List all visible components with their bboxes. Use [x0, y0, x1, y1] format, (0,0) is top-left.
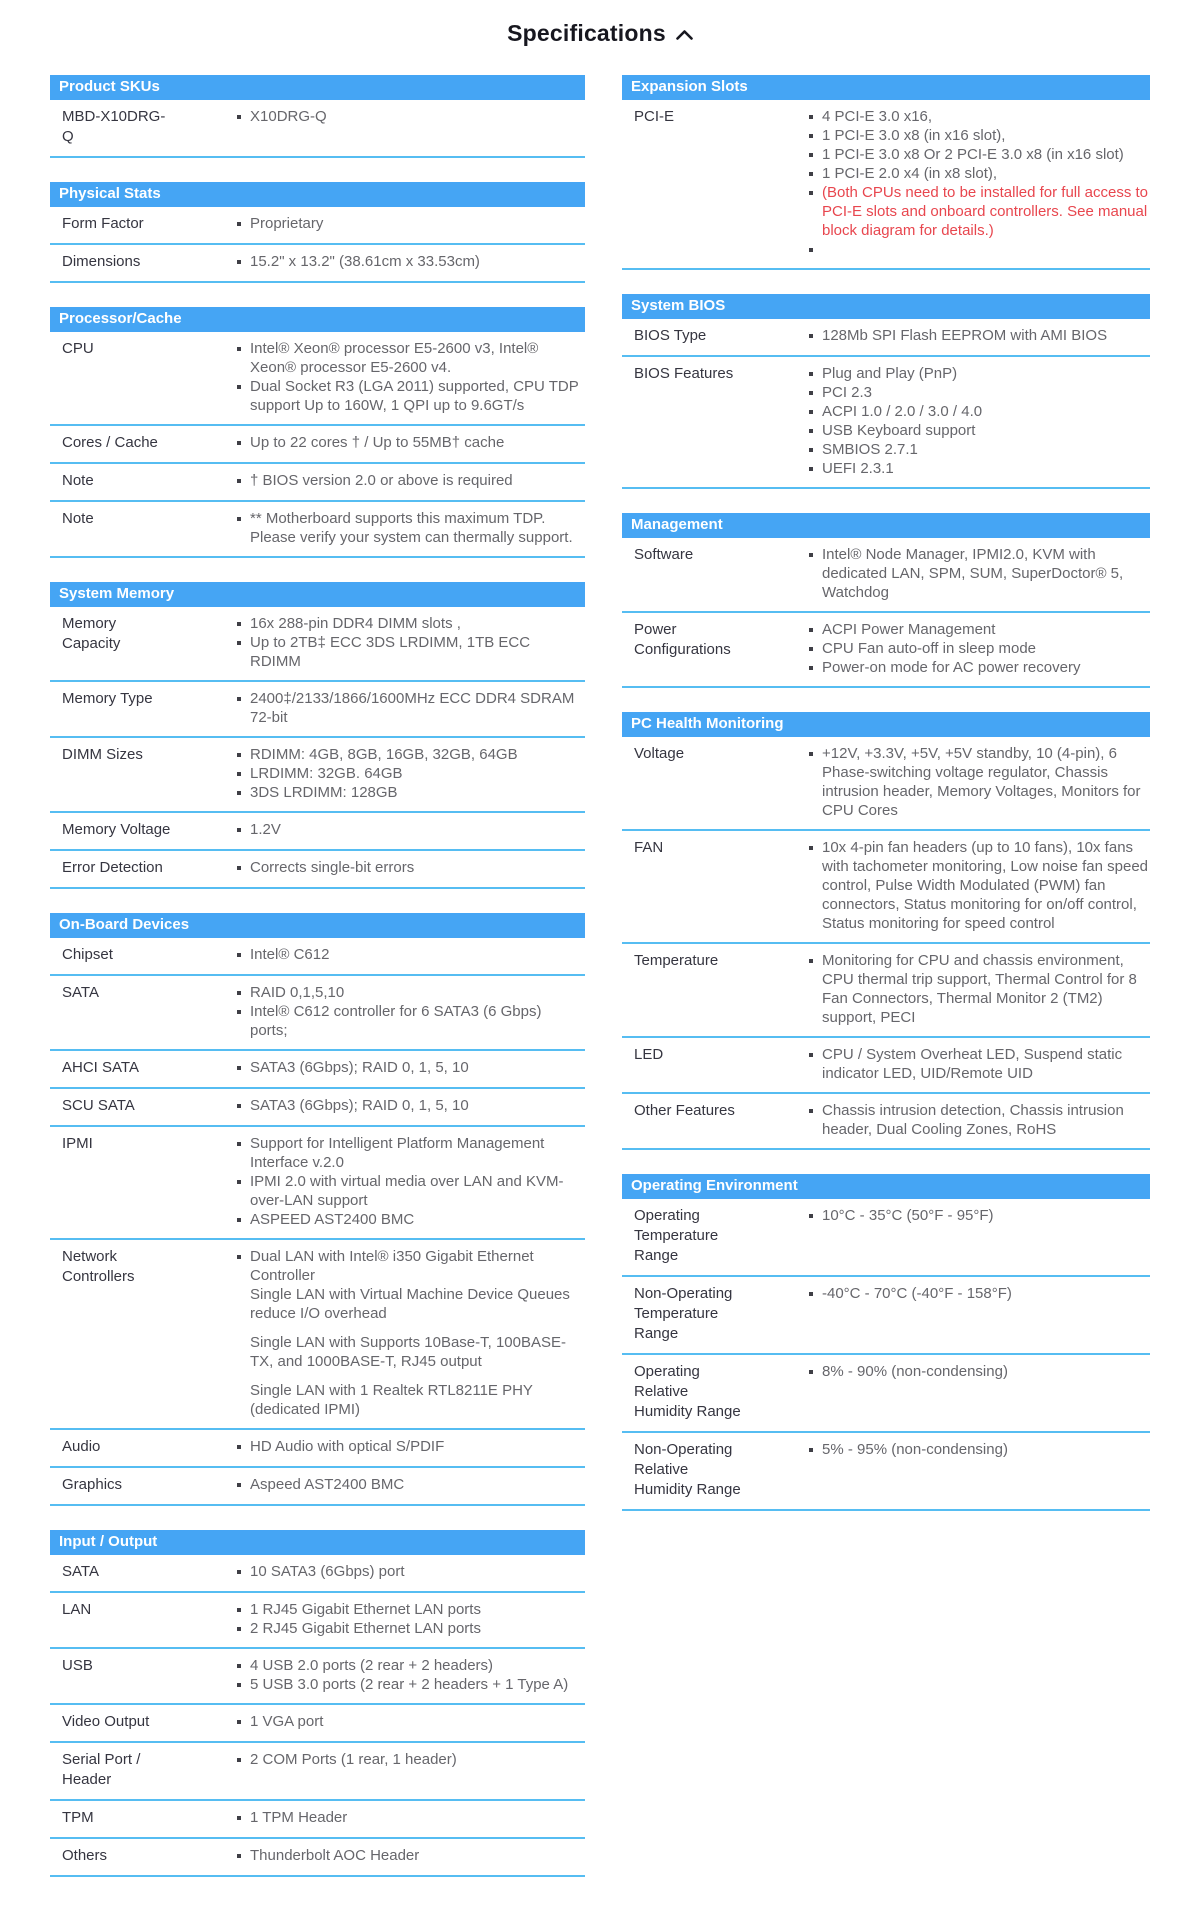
section-operating-environment [622, 1174, 1150, 1511]
spec-item: 1.2V [233, 820, 583, 839]
spec-values [233, 614, 585, 671]
section-on-board-devices [50, 913, 585, 1506]
spec-item: CPU Fan auto-off in sleep mode [805, 639, 1148, 658]
spec-item: Support for Intelligent Platform Management Interface v.2.0 [233, 1134, 583, 1172]
section-table-processor-cache [50, 332, 585, 558]
spec-label: SATA [62, 1563, 99, 1580]
spec-values [233, 1808, 585, 1828]
spec-values [805, 744, 1150, 820]
spec-row-others [50, 1839, 585, 1877]
spec-item: 5 USB 3.0 ports (2 rear + 2 headers + 1 Type A) [233, 1675, 583, 1694]
section-header-product-skus: Product SKUs [50, 75, 585, 100]
spec-item: USB Keyboard support [805, 421, 1148, 440]
spec-values [233, 1096, 585, 1116]
section-table-system-memory [50, 607, 585, 889]
section-header-processor-cache: Processor/Cache [50, 307, 585, 332]
section-header-system-bios: System BIOS [622, 294, 1150, 319]
spec-item: SMBIOS 2.7.1 [805, 440, 1148, 459]
spec-row-memory-type [50, 682, 585, 738]
spec-row-mbd-x10drg-q [50, 100, 585, 158]
page-title [507, 20, 693, 47]
spec-row-voltage [622, 737, 1150, 831]
spec-item: LRDIMM: 32GB. 64GB [233, 764, 583, 783]
page-title-text: Specifications [507, 20, 666, 46]
spec-item: 10°C - 35°C (50°F - 95°F) [805, 1206, 1148, 1225]
spec-item: 5% - 95% (non-condensing) [805, 1440, 1148, 1459]
spec-label: FAN [634, 839, 664, 856]
spec-row-graphics [50, 1468, 585, 1506]
spec-values [233, 107, 585, 147]
spec-row-temperature [622, 944, 1150, 1038]
spec-label: Serial Port / Header [62, 1751, 141, 1788]
spec-label: TPM [62, 1809, 94, 1826]
spec-label: Non-Operating Relative Humidity Range [634, 1441, 741, 1498]
spec-item: 4 PCI-E 3.0 x16, [805, 107, 1148, 126]
spec-row-memory-capacity [50, 607, 585, 682]
spec-label: Graphics [62, 1476, 123, 1493]
section-header-management: Management [622, 513, 1150, 538]
spec-label: Non-Operating Temperature Range [634, 1285, 733, 1342]
spec-item: Monitoring for CPU and chassis environment, CPU thermal trip support, Thermal Control for 8 Fan Connectors, Thermal Monitor 2 (TM2) support, PECI [805, 951, 1148, 1027]
spec-label: Cores / Cache [62, 434, 158, 451]
section-table-pc-health-monitoring [622, 737, 1150, 1150]
spec-item: ** Motherboard supports this maximum TDP. Please verify your system can thermally support. [233, 509, 583, 547]
spec-values [233, 1846, 585, 1866]
spec-label: Voltage [634, 745, 685, 762]
spec-values [233, 1562, 585, 1582]
spec-item: Single LAN with Virtual Machine Device Queues reduce I/O overhead [250, 1286, 570, 1322]
left-column [50, 75, 585, 1901]
spec-label: Chipset [62, 946, 113, 963]
spec-row-memory-voltage [50, 813, 585, 851]
section-table-expansion-slots [622, 100, 1150, 270]
spec-values [233, 1600, 585, 1638]
spec-values [805, 1440, 1150, 1500]
spec-label: AHCI SATA [62, 1059, 139, 1076]
spec-values [805, 1284, 1150, 1344]
spec-row-error-detection [50, 851, 585, 889]
spec-row-video-output [50, 1705, 585, 1743]
spec-row-ipmi [50, 1127, 585, 1240]
spec-values [233, 471, 585, 491]
spec-item: 1 TPM Header [233, 1808, 583, 1827]
spec-values [233, 983, 585, 1040]
spec-item: +12V, +3.3V, +5V, +5V standby, 10 (4-pin), 6 Phase-switching voltage regulator, Chassis intrusion header, Memory Voltages, Monitors for CPU Cores [805, 744, 1148, 820]
spec-label: SATA [62, 984, 99, 1001]
spec-item: 4 USB 2.0 ports (2 rear + 2 headers) [233, 1656, 583, 1675]
spec-label: Others [62, 1847, 108, 1864]
spec-values [805, 620, 1150, 677]
spec-row-usb [50, 1649, 585, 1705]
spec-label: BIOS Type [634, 327, 707, 344]
spec-item: 1 PCI-E 3.0 x8 Or 2 PCI-E 3.0 x8 (in x16 slot) [805, 145, 1148, 164]
spec-item: X10DRG-Q [233, 107, 583, 126]
spec-row-fan [622, 831, 1150, 944]
spec-label: Operating Relative Humidity Range [634, 1363, 741, 1420]
spec-row-scu-sata [50, 1089, 585, 1127]
spec-item: RDIMM: 4GB, 8GB, 16GB, 32GB, 64GB [233, 745, 583, 764]
spec-item: 10x 4-pin fan headers (up to 10 fans), 10x fans with tachometer monitoring, Low noise fan speed control, Pulse Width Modulated (PWM) fan connectors, Status monitoring for on/off control, Status monitoring for speed control [805, 838, 1148, 933]
section-processor-cache [50, 307, 585, 558]
spec-item: PCI 2.3 [805, 383, 1148, 402]
spec-columns [50, 75, 1150, 1901]
section-system-bios [622, 294, 1150, 489]
spec-row-bios-features [622, 357, 1150, 489]
spec-values [233, 339, 585, 415]
spec-label: Video Output [62, 1713, 150, 1730]
spec-row-dimensions [50, 245, 585, 283]
spec-row-operating-relative-humidity-range [622, 1355, 1150, 1433]
section-input-output [50, 1530, 585, 1877]
spec-row-serial-port-header [50, 1743, 585, 1801]
spec-item: 16x 288-pin DDR4 DIMM slots , [233, 614, 583, 633]
spec-item: ACPI 1.0 / 2.0 / 3.0 / 4.0 [805, 402, 1148, 421]
spec-item: UEFI 2.3.1 [805, 459, 1148, 478]
spec-values [233, 689, 585, 727]
spec-row-non-operating-relative-humidity-range [622, 1433, 1150, 1511]
spec-label: USB [62, 1657, 93, 1674]
spec-row-led [622, 1038, 1150, 1094]
spec-label: BIOS Features [634, 365, 734, 382]
section-table-product-skus [50, 100, 585, 158]
spec-values [233, 1750, 585, 1790]
spec-values [233, 252, 585, 272]
spec-item: CPU / System Overheat LED, Suspend static indicator LED, UID/Remote UID [805, 1045, 1148, 1083]
spec-values [805, 1101, 1150, 1139]
spec-values [805, 1206, 1150, 1266]
spec-row-operating-temperature-range [622, 1199, 1150, 1277]
spec-item: Power-on mode for AC power recovery [805, 658, 1148, 677]
spec-values [233, 1656, 585, 1694]
spec-item: -40°C - 70°C (-40°F - 158°F) [805, 1284, 1148, 1303]
section-management [622, 513, 1150, 688]
spec-values [233, 509, 585, 547]
spec-item: † BIOS version 2.0 or above is required [233, 471, 583, 490]
spec-label: Error Detection [62, 859, 163, 876]
spec-row-cpu [50, 332, 585, 426]
spec-label: Power Configurations [634, 621, 731, 658]
spec-item: 10 SATA3 (6Gbps) port [233, 1562, 583, 1581]
spec-row-bios-type [622, 319, 1150, 357]
spec-row-sata [50, 1555, 585, 1593]
page-header [50, 20, 1150, 47]
spec-label: PCI-E [634, 108, 675, 125]
section-table-management [622, 538, 1150, 688]
spec-item: 2400‡/2133/1866/1600MHz ECC DDR4 SDRAM 72-bit [233, 689, 583, 727]
spec-item: HD Audio with optical S/PDIF [233, 1437, 583, 1456]
spec-item: 15.2" x 13.2" (38.61cm x 33.53cm) [233, 252, 583, 271]
spec-label: MBD-X10DRG-Q [62, 108, 166, 145]
spec-values [805, 326, 1150, 346]
spec-item: 1 PCI-E 2.0 x4 (in x8 slot), [805, 164, 1148, 183]
spec-item: SATA3 (6Gbps); RAID 0, 1, 5, 10 [233, 1058, 583, 1077]
spec-item: Dual LAN with Intel® i350 Gigabit Ethernet Controller [233, 1247, 583, 1285]
section-system-memory [50, 582, 585, 889]
spec-values [233, 1247, 585, 1419]
spec-item: Up to 2TB‡ ECC 3DS LRDIMM, 1TB ECC RDIMM [233, 633, 583, 671]
right-column [622, 75, 1150, 1535]
spec-label: Note [62, 472, 94, 489]
spec-row-sata [50, 976, 585, 1051]
spec-item: Single LAN with 1 Realtek RTL8211E PHY (dedicated IPMI) [250, 1382, 533, 1418]
spec-label: SCU SATA [62, 1097, 135, 1114]
chevron-up-icon[interactable] [676, 27, 693, 40]
spec-item: 128Mb SPI Flash EEPROM with AMI BIOS [805, 326, 1148, 345]
spec-label: Memory Type [62, 690, 153, 707]
spec-row-cores-cache [50, 426, 585, 464]
section-expansion-slots [622, 75, 1150, 270]
spec-item: ACPI Power Management [805, 620, 1148, 639]
spec-row-tpm [50, 1801, 585, 1839]
spec-item: Corrects single-bit errors [233, 858, 583, 877]
spec-item: RAID 0,1,5,10 [233, 983, 583, 1002]
spec-item: 1 PCI-E 3.0 x8 (in x16 slot), [805, 126, 1148, 145]
spec-row-other-features [622, 1094, 1150, 1150]
section-pc-health-monitoring [622, 712, 1150, 1150]
spec-label: Operating Temperature Range [634, 1207, 719, 1264]
spec-values [233, 1437, 585, 1457]
spec-label: Audio [62, 1438, 101, 1455]
spec-label: Memory Voltage [62, 821, 171, 838]
spec-item: Intel® C612 controller for 6 SATA3 (6 Gbps) ports; [233, 1002, 583, 1040]
section-table-system-bios [622, 319, 1150, 489]
section-table-operating-environment [622, 1199, 1150, 1511]
spec-values [233, 1712, 585, 1732]
spec-item: Intel® Xeon® processor E5-2600 v3, Intel® Xeon® processor E5-2600 v4. [233, 339, 583, 377]
spec-row-power-configurations [622, 613, 1150, 688]
spec-label: IPMI [62, 1135, 93, 1152]
section-table-physical-stats [50, 207, 585, 283]
spec-label: Other Features [634, 1102, 735, 1119]
spec-values [805, 545, 1150, 602]
section-physical-stats [50, 182, 585, 283]
spec-values [805, 951, 1150, 1027]
spec-values [805, 838, 1150, 933]
spec-item: Up to 22 cores † / Up to 55MB† cache [233, 433, 583, 452]
spec-row-lan [50, 1593, 585, 1649]
spec-row-software [622, 538, 1150, 613]
spec-row-form-factor [50, 207, 585, 245]
spec-row-audio [50, 1430, 585, 1468]
spec-item-alert: (Both CPUs need to be installed for full access to PCI-E slots and onboard controllers. See manual block diagram for details.) [805, 183, 1148, 240]
section-header-physical-stats: Physical Stats [50, 182, 585, 207]
spec-item: Aspeed AST2400 BMC [233, 1475, 583, 1494]
spec-values [805, 1362, 1150, 1422]
spec-row-ahci-sata [50, 1051, 585, 1089]
section-header-on-board-devices: On-Board Devices [50, 913, 585, 938]
spec-label: Network Controllers [62, 1248, 135, 1285]
spec-item: Dual Socket R3 (LGA 2011) supported, CPU TDP support Up to 160W, 1 QPI up to 9.6GT/s [233, 377, 583, 415]
spec-label: Software [634, 546, 694, 563]
spec-item: 1 RJ45 Gigabit Ethernet LAN ports [233, 1600, 583, 1619]
spec-row-note [50, 502, 585, 558]
spec-row-network-controllers [50, 1240, 585, 1430]
section-product-skus [50, 75, 585, 158]
spec-item [805, 240, 1148, 259]
spec-item: Plug and Play (PnP) [805, 364, 1148, 383]
spec-values [233, 820, 585, 840]
spec-values [233, 858, 585, 878]
spec-row-dimm-sizes [50, 738, 585, 813]
spec-item: Intel® Node Manager, IPMI2.0, KVM with dedicated LAN, SPM, SUM, SuperDoctor® 5, Watchdog [805, 545, 1148, 602]
spec-item: 1 VGA port [233, 1712, 583, 1731]
spec-values [233, 214, 585, 234]
section-header-input-output: Input / Output [50, 1530, 585, 1555]
section-header-expansion-slots: Expansion Slots [622, 75, 1150, 100]
spec-values [233, 433, 585, 453]
section-header-operating-environment: Operating Environment [622, 1174, 1150, 1199]
spec-item: Chassis intrusion detection, Chassis intrusion header, Dual Cooling Zones, RoHS [805, 1101, 1148, 1139]
spec-label: Memory Capacity [62, 615, 121, 652]
spec-values [233, 1058, 585, 1078]
spec-item: 8% - 90% (non-condensing) [805, 1362, 1148, 1381]
spec-label: LAN [62, 1601, 92, 1618]
spec-values [233, 1475, 585, 1495]
spec-values [233, 1134, 585, 1229]
spec-row-pci-e [622, 100, 1150, 270]
section-table-on-board-devices [50, 938, 585, 1506]
spec-label: LED [634, 1046, 664, 1063]
spec-item: 2 COM Ports (1 rear, 1 header) [233, 1750, 583, 1769]
spec-values [233, 945, 585, 965]
spec-label: Temperature [634, 952, 719, 969]
spec-row-note [50, 464, 585, 502]
spec-row-chipset [50, 938, 585, 976]
spec-label: CPU [62, 340, 94, 357]
spec-row-non-operating-temperature-range [622, 1277, 1150, 1355]
spec-item: ASPEED AST2400 BMC [233, 1210, 583, 1229]
section-table-input-output [50, 1555, 585, 1877]
spec-values [805, 364, 1150, 478]
spec-item: 2 RJ45 Gigabit Ethernet LAN ports [233, 1619, 583, 1638]
spec-label: DIMM Sizes [62, 746, 143, 763]
spec-item: SATA3 (6Gbps); RAID 0, 1, 5, 10 [233, 1096, 583, 1115]
section-header-system-memory: System Memory [50, 582, 585, 607]
spec-label: Note [62, 510, 94, 527]
spec-label: Dimensions [62, 253, 141, 270]
spec-values [805, 107, 1150, 259]
spec-item: Thunderbolt AOC Header [233, 1846, 583, 1865]
spec-values [233, 745, 585, 802]
spec-values [805, 1045, 1150, 1083]
spec-label: Form Factor [62, 215, 144, 232]
spec-item: 3DS LRDIMM: 128GB [233, 783, 583, 802]
section-header-pc-health-monitoring: PC Health Monitoring [622, 712, 1150, 737]
spec-item: Intel® C612 [233, 945, 583, 964]
spec-item: Single LAN with Supports 10Base-T, 100BASE-TX, and 1000BASE-T, RJ45 output [250, 1334, 567, 1370]
spec-item: IPMI 2.0 with virtual media over LAN and KVM-over-LAN support [233, 1172, 583, 1210]
spec-item: Proprietary [233, 214, 583, 233]
